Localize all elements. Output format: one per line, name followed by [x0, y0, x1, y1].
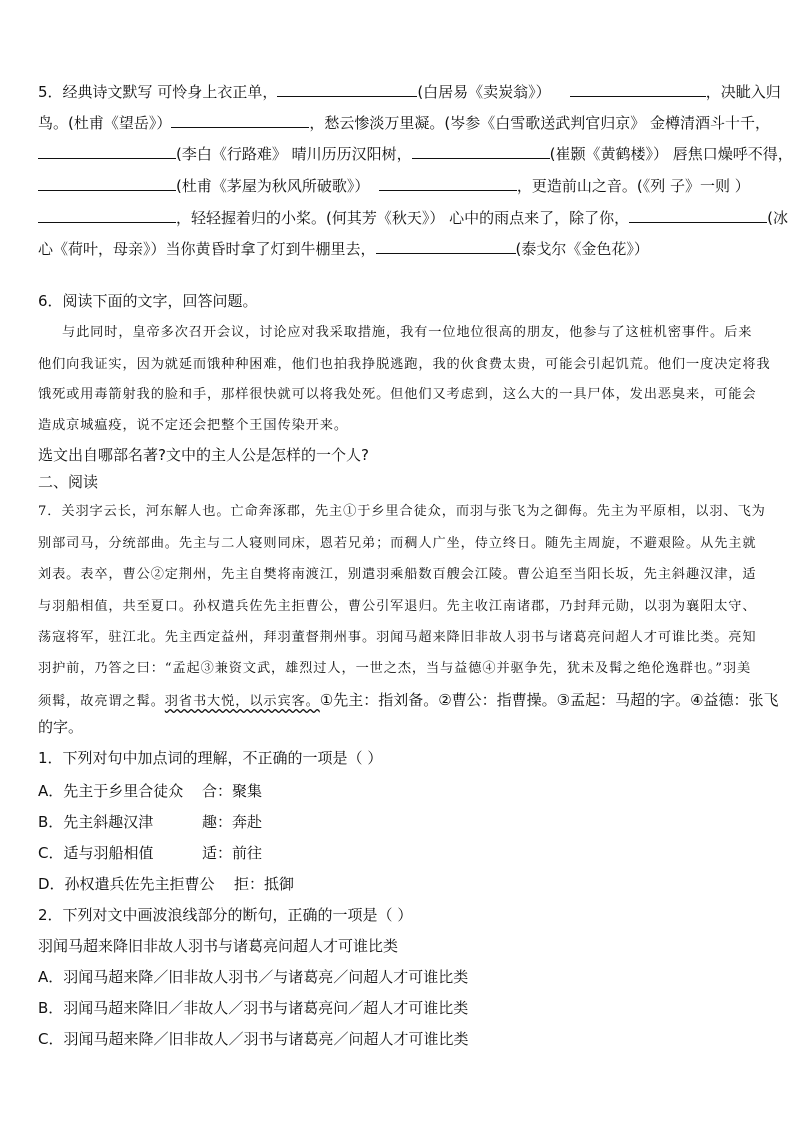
wavy-underlined-text: 羽省书大悦，以示宾客。	[164, 694, 320, 709]
answer-blank[interactable]	[38, 144, 176, 159]
answer-blank[interactable]	[412, 144, 550, 159]
q5-line-6	[38, 239, 649, 259]
option-sentence: A．先主于乡里合徒众	[38, 782, 184, 800]
q6-passage-line: 与此同时，皇帝多次召开会议，讨论应对我采取措施，我有一位地位很高的朋友，他参与了这桩机密事件。后来	[62, 325, 753, 340]
option-gloss: 拒：抵御	[234, 875, 295, 893]
answer-blank[interactable]	[277, 82, 417, 97]
option-gloss: 趣：奔赴	[202, 813, 263, 831]
q7-passage-last-line	[38, 690, 779, 712]
q5-text: ，愁云惨淡万里凝。(岑参《白雪歌送武判官归京》 金樽清酒斗十千，	[309, 114, 770, 132]
q5-text: 鸟。(杜甫《望岳》）	[38, 114, 172, 132]
q7-passage-line: 与羽船相值，共至夏口。孙权遣兵佐先主拒曹公，曹公引军退归。先主收江南诸郡，乃封拜元勋，以羽为襄阳太守、	[38, 599, 757, 614]
answer-blank[interactable]	[38, 208, 176, 223]
answer-blank[interactable]	[171, 113, 309, 128]
sub1-option-b[interactable]	[38, 812, 262, 832]
section-heading: 二、阅读	[38, 473, 99, 491]
q6-question: 选文出自哪部名著?文中的主人公是怎样的一个人?	[38, 446, 369, 464]
option-sentence: D．孙权遣兵佐先主拒曹公	[38, 875, 215, 893]
q7-passage-line: 7．关羽字云长，河东解人也。亡命奔涿郡，先主①于乡里合徒众，而羽与张飞为之御侮。先主为平原相，以羽、飞为	[38, 504, 766, 519]
sub2-stem: 2．下列对文中画波浪线部分的断句，正确的一项是（ ）	[38, 906, 413, 924]
sub1-stem: 1．下列对句中加点词的理解，不正确的一项是（ ）	[38, 749, 383, 767]
annotation-notes: ①先主：指刘备。②曹公：指曹操。③孟起：马超的字。④益德：张飞	[319, 691, 779, 709]
q5-text: ，更造前山之音。(《列 子》一则 ）	[516, 177, 750, 195]
q5-line-4	[38, 176, 750, 196]
q5-text: 心《荷叶，母亲》）当你黄昏时拿了灯到牛棚里去，	[38, 240, 376, 258]
q5-text: ，决眦入归	[705, 83, 781, 101]
q5-text: (泰戈尔《金色花》）	[515, 240, 649, 258]
q5-text: (崔颢《黄鹤楼》） 唇焦口燥呼不得，	[549, 145, 793, 163]
q7-passage-line: 刘表。表卒，曹公②定荆州，先主自樊将南渡江，别遣羽乘船数百艘会江陵。曹公追至当阳长坂，先主斜趣汉津，适	[38, 567, 757, 582]
q6-heading: 6．阅读下面的文字，回答问题。	[38, 292, 258, 310]
sub1-option-c[interactable]	[38, 843, 262, 863]
q7-notes-end: 的字。	[38, 718, 84, 736]
q7-passage-line: 羽护前，乃答之曰：“孟起③兼资文武，雄烈过人，一世之杰，当与益德④并驱争先，犹未及髯之绝伦逸群也。”羽美	[38, 661, 752, 676]
q6-passage-line: 饿死或用毒箭射我的脸和手，那样很快就可以将我处死。但他们又考虑到，这么大的一具尸体，发出恶臭来，可能会	[38, 387, 757, 402]
option-sentence: C．适与羽船相值	[38, 844, 154, 862]
q7-passage-line: 荡寇将军，驻江北。先主西定益州，拜羽董督荆州事。羽闻马超来降旧非故人羽书与诸葛亮问超人才可谁比类。亮知	[38, 630, 757, 645]
sub2-option-a[interactable]: A．羽闻马超来降／旧非故人羽书／与诸葛亮／问超人才可谁比类	[38, 968, 469, 986]
q5-text: (李白《行路难》 晴川历历汉阳树，	[176, 145, 412, 163]
option-gloss: 合：聚集	[202, 782, 263, 800]
q5-text: ，轻轻握着归的小桨。(何其芳《秋天》） 心中的雨点来了，除了你，	[176, 209, 630, 227]
q5-text: (白居易《卖炭翁》）	[417, 83, 551, 101]
sub2-option-c[interactable]: C．羽闻马超来降／旧非故人／羽书与诸葛亮／问超人才可谁比类	[38, 1030, 469, 1048]
q5-text: (杜甫《茅屋为秋风所破歌》）	[176, 177, 370, 195]
answer-blank[interactable]	[629, 208, 767, 223]
option-gloss: 适：前往	[202, 844, 263, 862]
q7-passage-line: 别部司马，分统部曲。先主与二人寝则同床，恩若兄弟；而稠人广坐，侍立终日。随先主周旋，不避艰险。从先主就	[38, 536, 757, 551]
answer-blank[interactable]	[379, 176, 517, 191]
q5-text: (冰	[767, 209, 788, 227]
q5-line-2	[38, 113, 770, 133]
sub1-option-d[interactable]	[38, 874, 294, 894]
sub1-option-a[interactable]	[38, 781, 262, 801]
option-sentence: B．先主斜趣汉津	[38, 813, 154, 831]
q7-text: 须髯，故亮谓之髯。	[38, 694, 165, 709]
sub2-sentence: 羽闻马超来降旧非故人羽书与诸葛亮问超人才可谁比类	[38, 937, 399, 955]
answer-blank[interactable]	[38, 176, 176, 191]
q6-passage-line: 造成京城瘟疫，说不定还会把整个王国传染开来。	[38, 418, 348, 433]
q5-text: 5．经典诗文默写 可怜身上衣正单，	[38, 83, 278, 101]
q5-line-3	[38, 144, 793, 164]
q5-line-1	[38, 82, 781, 102]
q5-line-5	[38, 208, 788, 228]
q6-passage-line: 他们向我证实，因为就延而饿种种困难，他们也拍我挣脱逃跑，我的伙食费太贵，可能会引起饥荒。他们一度决定将我	[38, 357, 771, 372]
answer-blank[interactable]	[570, 82, 706, 97]
sub2-option-b[interactable]: B．羽闻马超来降旧／非故人／羽书与诸葛亮问／超人才可谁比类	[38, 999, 469, 1017]
answer-blank[interactable]	[376, 239, 516, 254]
